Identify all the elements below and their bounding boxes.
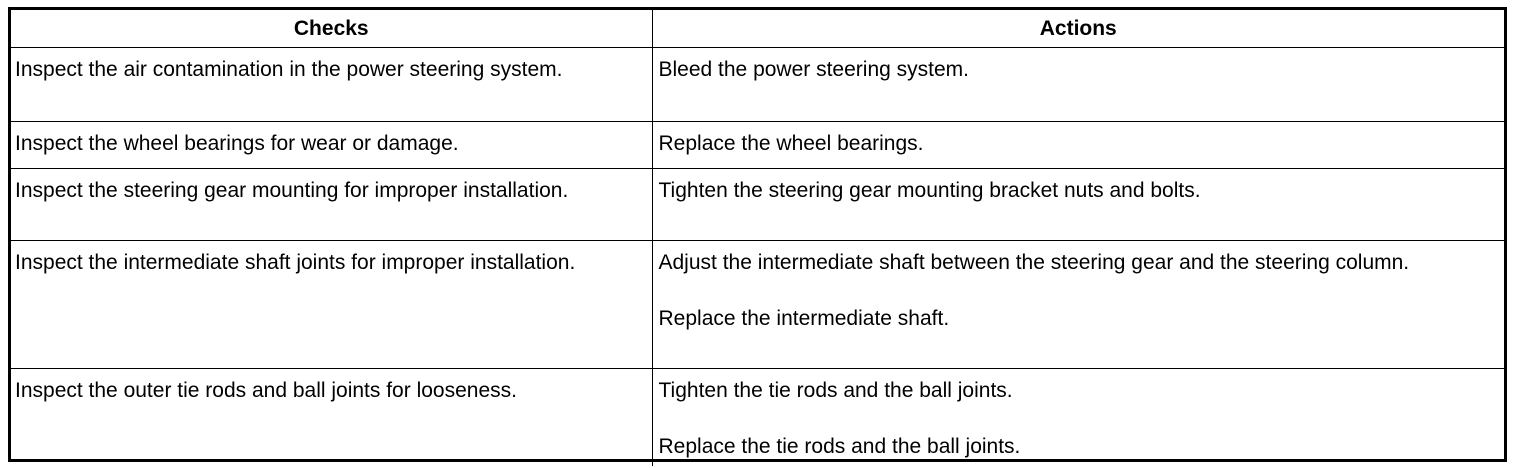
action-text: Tighten the tie rods and the ball joints. xyxy=(658,379,1013,402)
action-text: Bleed the power steering system. xyxy=(658,58,969,81)
action-text: Replace the tie rods and the ball joints. xyxy=(658,435,1021,458)
action-text: Tighten the steering gear mounting bracket nuts and bolts. xyxy=(658,179,1201,202)
action-text: Replace the intermediate shaft. xyxy=(658,307,950,330)
action-cell xyxy=(652,48,1504,122)
check-text: Inspect the intermediate shaft joints for improper installation. xyxy=(15,251,576,274)
check-cell xyxy=(11,369,652,467)
action-cell xyxy=(652,241,1504,369)
actions-column-header: Actions xyxy=(652,10,1504,48)
check-cell xyxy=(11,122,652,169)
check-text: Inspect the wheel bearings for wear or damage. xyxy=(15,132,459,155)
table-row xyxy=(11,169,1504,241)
action-text: Replace the wheel bearings. xyxy=(658,132,924,155)
table-row xyxy=(11,48,1504,122)
check-cell xyxy=(11,48,652,122)
check-text: Inspect the air contamination in the power steering system. xyxy=(15,58,563,81)
action-cell xyxy=(652,169,1504,241)
check-text: Inspect the outer tie rods and ball joints for looseness. xyxy=(15,379,517,402)
action-cell xyxy=(652,122,1504,169)
check-text: Inspect the steering gear mounting for improper installation. xyxy=(15,179,569,202)
check-cell xyxy=(11,169,652,241)
table-row xyxy=(11,369,1504,467)
action-text: Adjust the intermediate shaft between the steering gear and the steering column. xyxy=(658,251,1410,274)
diagnostic-table xyxy=(11,10,1504,466)
diagnostic-table-frame xyxy=(8,7,1507,462)
table-row xyxy=(11,122,1504,169)
check-cell xyxy=(11,241,652,369)
table-row xyxy=(11,241,1504,369)
action-cell xyxy=(652,369,1504,467)
table-header-row xyxy=(11,10,1504,48)
checks-column-header: Checks xyxy=(11,10,652,48)
